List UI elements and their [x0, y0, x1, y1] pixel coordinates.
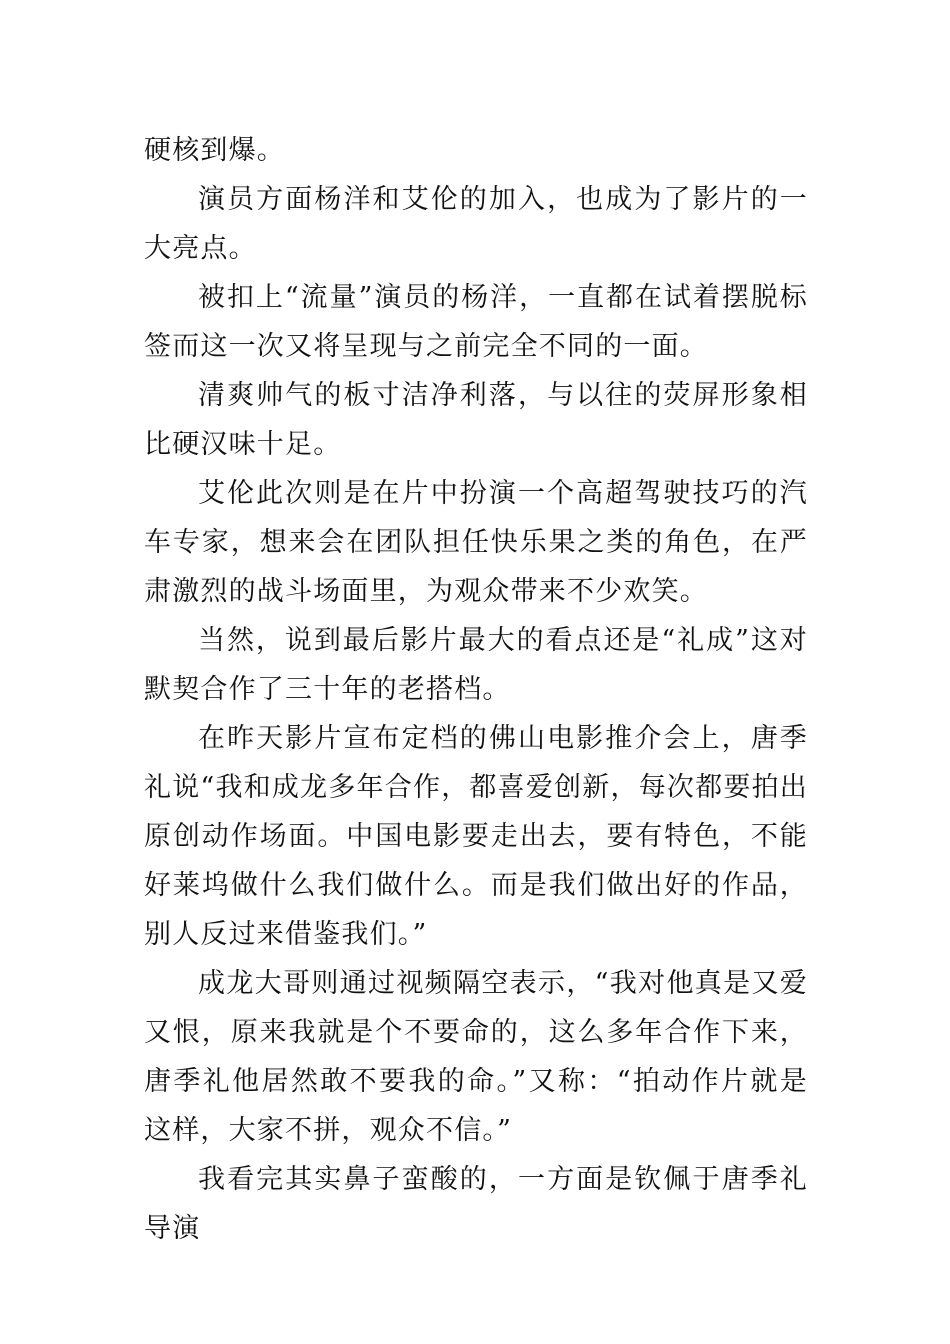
paragraph-allen: 艾伦此次则是在片中扮演一个高超驾驶技巧的汽车专家，想来会在团队担任快乐果之类的角色，在严肃激烈的战斗场面里，为观众带来不少欢笑。 — [144, 478, 808, 607]
paragraph-continuation: 硬核到爆。 — [144, 135, 285, 166]
paragraph-actors: 演员方面杨洋和艾伦的加入，也成为了影片的一大亮点。 — [144, 184, 808, 264]
paragraph-closing: 我看完其实鼻子蛮酸的，一方面是钦佩于唐季礼导演 — [144, 1164, 808, 1244]
paragraph-press-event: 在昨天影片宣布定档的佛山电影推介会上，唐季礼说“我和成龙多年合作，都喜爱创新，每次都要拍出原创动作场面。中国电影要走出去，要有特色，不能好莱坞做什么我们做什么。而是我们做出好的作品，别人反过来借鉴我们。” — [144, 723, 808, 950]
paragraph-partnership: 当然，说到最后影片最大的看点还是“礼成”这对默契合作了三十年的老搭档。 — [144, 625, 808, 705]
paragraph-jackie-chan: 成龙大哥则通过视频隔空表示，“我对他真是又爱又恨，原来我就是个不要命的，这么多年合作下来，唐季礼他居然敢不要我的命。”又称：“拍动作片就是这样，大家不拼，观众不信。” — [144, 968, 808, 1146]
paragraph-haircut: 清爽帅气的板寸洁净利落，与以往的荧屏形象相比硬汉味十足。 — [144, 380, 808, 460]
paragraph-yang-yang: 被扣上“流量”演员的杨洋，一直都在试着摆脱标签而这一次又将呈现与之前完全不同的一面。 — [144, 282, 808, 362]
document-body — [144, 126, 808, 1253]
